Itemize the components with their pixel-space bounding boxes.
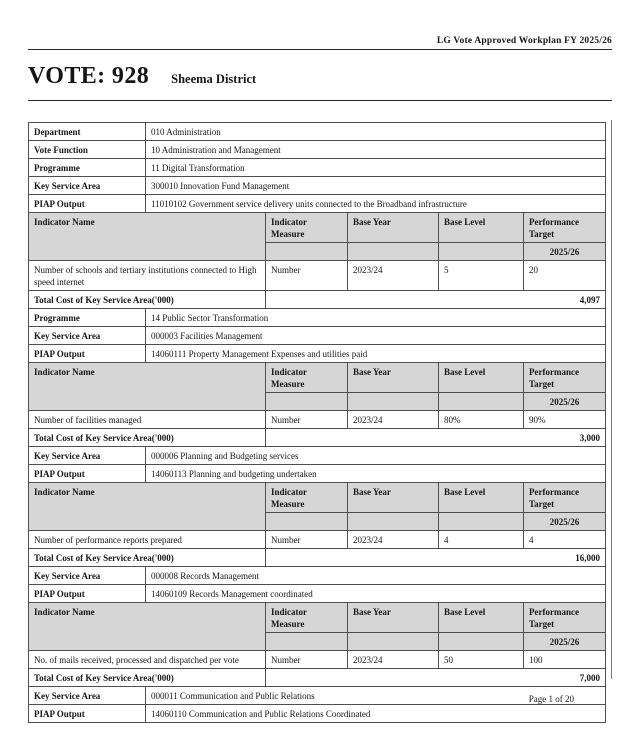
field-row <box>29 195 606 213</box>
field-value: 000008 Records Management <box>146 567 606 585</box>
indicator-name-header: Indicator Name <box>29 603 266 651</box>
indicator-name-header: Indicator Name <box>29 213 266 261</box>
field-value: 14060109 Records Management coordinated <box>146 585 606 603</box>
empty-header-cell <box>348 513 439 531</box>
indicator-name-cell: Number of facilities managed <box>29 411 266 429</box>
indicator-header-row <box>29 213 606 243</box>
indicator-data-row <box>29 651 606 669</box>
field-label: PIAP Output <box>29 585 146 603</box>
field-label: Programme <box>29 159 146 177</box>
field-row <box>29 327 606 345</box>
base-year-header: Base Year <box>348 483 439 513</box>
total-cost-label: Total Cost of Key Service Area('000) <box>29 429 266 447</box>
field-label: Key Service Area <box>29 327 146 345</box>
indicator-data-row <box>29 261 606 291</box>
base-level-header: Base Level <box>439 363 524 393</box>
title-row <box>28 63 612 90</box>
base-year-header: Base Year <box>348 363 439 393</box>
indicator-data-row <box>29 531 606 549</box>
base-level-header: Base Level <box>439 213 524 243</box>
total-cost-value: 3,000 <box>266 429 606 447</box>
field-value: 000003 Facilities Management <box>146 327 606 345</box>
indicator-measure-header: Indicator Measure <box>266 483 348 513</box>
field-row <box>29 447 606 465</box>
header-divider <box>28 49 612 50</box>
field-value: 14060113 Planning and budgeting undertaken <box>146 465 606 483</box>
field-value: 300010 Innovation Fund Management <box>146 177 606 195</box>
title-divider <box>28 100 612 101</box>
indicator-measure-header: Indicator Measure <box>266 603 348 633</box>
field-label: PIAP Output <box>29 195 146 213</box>
field-value: 14060111 Property Management Expenses and utilities paid <box>146 345 606 363</box>
indicator-name-cell: Number of schools and tertiary institutions connected to High speed internet <box>29 261 266 291</box>
page-number: Page 1 of 20 <box>528 694 574 704</box>
empty-header-cell <box>266 513 348 531</box>
indicator-header-row <box>29 363 606 393</box>
performance-target-cell: 90% <box>524 411 606 429</box>
field-row <box>29 159 606 177</box>
target-year-cell: 2025/26 <box>524 513 606 531</box>
indicator-data-row <box>29 411 606 429</box>
report-header: LG Vote Approved Workplan FY 2025/26 <box>436 36 612 46</box>
empty-header-cell <box>439 633 524 651</box>
field-value: 11010102 Government service delivery units connected to the Broadband infrastructure <box>146 195 606 213</box>
base-level-cell: 5 <box>439 261 524 291</box>
total-cost-row <box>29 291 606 309</box>
empty-header-cell <box>439 513 524 531</box>
field-value: 14060110 Communication and Public Relations Coordinated <box>146 705 606 723</box>
field-row <box>29 177 606 195</box>
field-value: 11 Digital Transformation <box>146 159 606 177</box>
total-cost-value: 16,000 <box>266 549 606 567</box>
total-cost-label: Total Cost of Key Service Area('000) <box>29 291 266 309</box>
indicator-header-row <box>29 483 606 513</box>
total-cost-value: 7,000 <box>266 669 606 687</box>
base-year-cell: 2023/24 <box>348 411 439 429</box>
base-year-header: Base Year <box>348 603 439 633</box>
base-level-header: Base Level <box>439 603 524 633</box>
total-cost-label: Total Cost of Key Service Area('000) <box>29 549 266 567</box>
indicator-measure-cell: Number <box>266 651 348 669</box>
indicator-name-header: Indicator Name <box>29 363 266 411</box>
base-level-cell: 50 <box>439 651 524 669</box>
field-row <box>29 705 606 723</box>
empty-header-cell <box>266 393 348 411</box>
performance-target-cell: 20 <box>524 261 606 291</box>
base-level-cell: 80% <box>439 411 524 429</box>
empty-header-cell <box>266 633 348 651</box>
indicator-measure-header: Indicator Measure <box>266 213 348 243</box>
field-value: 14 Public Sector Transformation <box>146 309 606 327</box>
total-cost-row <box>29 669 606 687</box>
indicator-measure-cell: Number <box>266 261 348 291</box>
field-label: Key Service Area <box>29 567 146 585</box>
field-value: 10 Administration and Management <box>146 141 606 159</box>
base-year-cell: 2023/24 <box>348 261 439 291</box>
target-year-cell: 2025/26 <box>524 243 606 261</box>
field-row <box>29 585 606 603</box>
workplan-table <box>28 122 606 723</box>
indicator-header-row <box>29 603 606 633</box>
target-year-cell: 2025/26 <box>524 393 606 411</box>
field-row <box>29 309 606 327</box>
field-value: 000011 Communication and Public Relations <box>146 687 606 705</box>
field-value: 010 Administration <box>146 123 606 141</box>
indicator-name-header: Indicator Name <box>29 483 266 531</box>
target-year-cell: 2025/26 <box>524 633 606 651</box>
field-row <box>29 465 606 483</box>
indicator-measure-cell: Number <box>266 531 348 549</box>
empty-header-cell <box>439 243 524 261</box>
field-label: PIAP Output <box>29 345 146 363</box>
field-row <box>29 345 606 363</box>
empty-header-cell <box>439 393 524 411</box>
base-year-cell: 2023/24 <box>348 651 439 669</box>
base-year-header: Base Year <box>348 213 439 243</box>
field-row <box>29 123 606 141</box>
vote-title: VOTE: 928 <box>28 63 150 89</box>
indicator-name-cell: Number of performance reports prepared <box>29 531 266 549</box>
field-row <box>29 141 606 159</box>
field-label: PIAP Output <box>29 465 146 483</box>
field-value: 000006 Planning and Budgeting services <box>146 447 606 465</box>
empty-header-cell <box>266 243 348 261</box>
field-label: Key Service Area <box>29 447 146 465</box>
total-cost-row <box>29 429 606 447</box>
field-label: PIAP Output <box>29 705 146 723</box>
indicator-measure-header: Indicator Measure <box>266 363 348 393</box>
performance-target-header: Performance Target <box>524 603 606 633</box>
workplan-table-body <box>29 123 606 723</box>
base-year-cell: 2023/24 <box>348 531 439 549</box>
field-row <box>29 567 606 585</box>
base-level-header: Base Level <box>439 483 524 513</box>
performance-target-cell: 100 <box>524 651 606 669</box>
outer-right-border <box>611 120 612 679</box>
field-label: Department <box>29 123 146 141</box>
total-cost-label: Total Cost of Key Service Area('000) <box>29 669 266 687</box>
performance-target-header: Performance Target <box>524 213 606 243</box>
field-row <box>29 687 606 705</box>
empty-header-cell <box>348 633 439 651</box>
performance-target-header: Performance Target <box>524 483 606 513</box>
performance-target-cell: 4 <box>524 531 606 549</box>
empty-header-cell <box>348 393 439 411</box>
district-title: Sheema District <box>171 72 257 86</box>
field-label: Vote Function <box>29 141 146 159</box>
indicator-measure-cell: Number <box>266 411 348 429</box>
field-label: Key Service Area <box>29 177 146 195</box>
empty-header-cell <box>348 243 439 261</box>
performance-target-header: Performance Target <box>524 363 606 393</box>
total-cost-row <box>29 549 606 567</box>
field-label: Key Service Area <box>29 687 146 705</box>
indicator-name-cell: No. of mails received, processed and dispatched per vote <box>29 651 266 669</box>
field-label: Programme <box>29 309 146 327</box>
total-cost-value: 4,097 <box>266 291 606 309</box>
base-level-cell: 4 <box>439 531 524 549</box>
